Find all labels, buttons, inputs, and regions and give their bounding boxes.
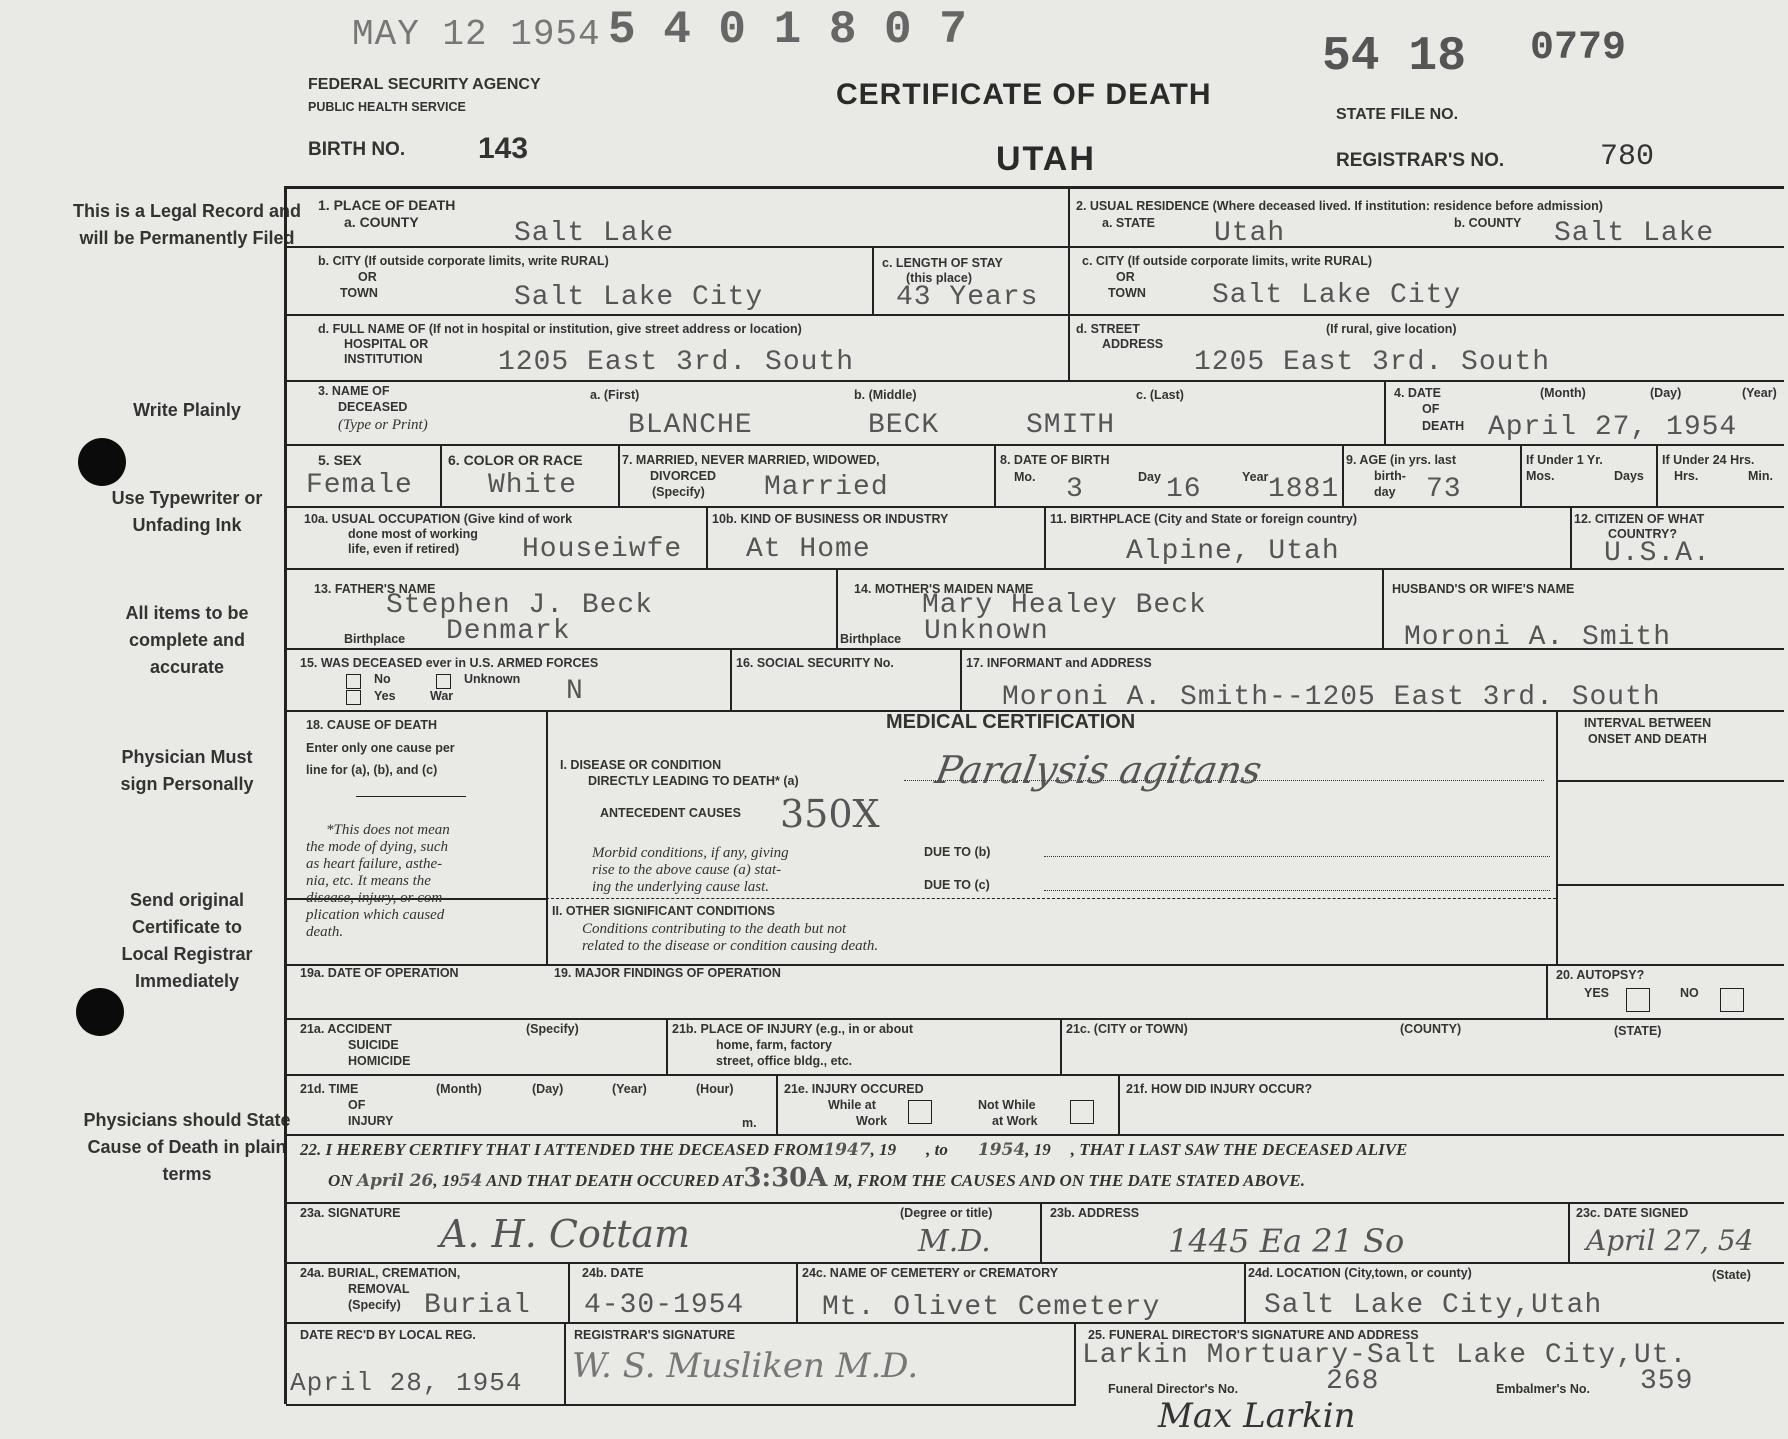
registrar-no: 780 <box>1600 140 1655 174</box>
registrar-signature[interactable]: W. S. Musliken M.D. <box>572 1346 919 1386</box>
f21d-year: (Year) <box>612 1082 647 1096</box>
medical-certification-title: MEDICAL CERTIFICATION <box>886 711 1136 733</box>
f21a-suicide: SUICIDE <box>348 1038 399 1052</box>
f10a-sub1: done most of working <box>348 527 478 541</box>
spouse-name[interactable]: Moroni A. Smith <box>1404 622 1672 653</box>
note-5: disease, injury, or com- <box>306 890 448 906</box>
f2d-rural: (If rural, give location) <box>1326 322 1457 336</box>
f21a-homicide: HOMICIDE <box>348 1054 411 1068</box>
f3-label: 3. NAME OF <box>318 384 390 398</box>
f9-label: 9. AGE (in yrs. last <box>1346 453 1456 467</box>
f4-label: 4. DATE <box>1394 386 1441 400</box>
informant[interactable]: Moroni A. Smith--1205 East 3rd. South <box>1002 682 1661 713</box>
f21d-month: (Month) <box>436 1082 482 1096</box>
physician-signature[interactable]: A. H. Cottam <box>440 1212 691 1256</box>
date-received-label: DATE REC'D BY LOCAL REG. <box>300 1328 476 1342</box>
birth-no-label: BIRTH NO. <box>308 139 406 160</box>
f21b-label: 21b. PLACE OF INJURY (e.g., in or about <box>672 1022 913 1036</box>
armed-unknown-checkbox[interactable] <box>436 674 451 689</box>
f21c-county: (COUNTY) <box>1400 1022 1462 1036</box>
certify-death-text: AND THAT DEATH OCCURED AT <box>482 1171 744 1190</box>
sidebar-write-plainly: Write Plainly <box>133 400 241 420</box>
f5-label: 5. SEX <box>318 452 362 468</box>
f18-label: 18. CAUSE OF DEATH <box>306 718 438 732</box>
f8-day: Day <box>1138 470 1161 484</box>
due-to-b-label: DUE TO (b) <box>924 845 991 859</box>
autopsy-no-label: NO <box>1680 986 1699 1000</box>
f18-line: line for (a), (b), and (c) <box>306 763 438 777</box>
punch-hole-top <box>78 438 126 486</box>
date-signed[interactable]: April 27, 54 <box>1586 1224 1754 1257</box>
f21c-state: (STATE) <box>1614 1024 1662 1038</box>
burial-location[interactable]: Salt Lake City,Utah <box>1264 1290 1603 1321</box>
certify-on-text: ON <box>328 1171 353 1190</box>
f1d-institution: INSTITUTION <box>344 352 423 366</box>
f1c-sub: (this place) <box>906 271 972 285</box>
f1d-label: d. FULL NAME OF (If not in hospital or institution, give street address or location) <box>318 322 802 336</box>
armed-war-label: War <box>430 689 454 703</box>
institution-address[interactable]: 1205 East 3rd. South <box>498 347 855 378</box>
f2d-label: d. STREET <box>1076 322 1140 336</box>
fd-no[interactable]: 268 <box>1326 1366 1380 1397</box>
armed-no-label: No <box>374 672 391 686</box>
sidebar-physician-sign: Physician Must sign Personally <box>120 747 254 794</box>
sidebar-send-original: Send original Certificate to Local Registrar Immediately <box>121 890 253 991</box>
interval-label-2: ONSET AND DEATH <box>1588 732 1707 746</box>
sidebar-legal-record: This is a Legal Record and will be Permanently Filed <box>72 201 302 248</box>
f24b-label: 24b. DATE <box>582 1266 644 1280</box>
f8-mo: Mo. <box>1014 470 1036 484</box>
certify-line-1 <box>300 1142 1407 1158</box>
state-file-number: 54 18 <box>1322 30 1467 84</box>
other-conditions-2: related to the disease or condition causing death. <box>582 938 879 954</box>
state-file-label: STATE FILE NO. <box>1336 106 1459 123</box>
f24a-label: 24a. BURIAL, CREMATION, <box>300 1266 461 1280</box>
f2a-label: a. STATE <box>1102 216 1156 230</box>
f21e-label: 21e. INJURY OCCURED <box>784 1082 924 1096</box>
service: PUBLIC HEALTH SERVICE <box>308 100 466 114</box>
note-6: plication which caused <box>306 907 445 923</box>
certify-on-year[interactable]: 54 <box>458 1171 483 1191</box>
f23b-label: 23b. ADDRESS <box>1050 1206 1140 1220</box>
f10a-label: 10a. USUAL OCCUPATION (Give kind of work <box>304 512 573 526</box>
f2d-address: ADDRESS <box>1102 337 1164 351</box>
f24a-specify: (Specify) <box>348 1298 401 1312</box>
f14-label: 14. MOTHER'S MAIDEN NAME <box>854 582 1034 596</box>
other-conditions-label: II. OTHER SIGNIFICANT CONDITIONS <box>552 904 775 918</box>
autopsy-no-checkbox[interactable] <box>1720 988 1744 1012</box>
residence-state[interactable]: Utah <box>1214 218 1286 249</box>
length-of-stay[interactable]: 43 Years <box>896 282 1039 313</box>
armed-unknown-label: Unknown <box>464 672 521 686</box>
armed-no-checkbox[interactable] <box>346 674 361 689</box>
note-7: death. <box>306 924 344 940</box>
f14-birthplace-label: Birthplace <box>840 632 902 646</box>
stamp-number: 5 4 0 1 8 0 7 <box>608 4 967 56</box>
f3-deceased: DECEASED <box>338 400 408 414</box>
classification-code: 350X <box>780 792 880 836</box>
f4-month: (Month) <box>1540 386 1586 400</box>
cemetery[interactable]: Mt. Olivet Cemetery <box>822 1292 1161 1323</box>
f1b-or: OR <box>358 270 377 284</box>
degree-label: (Degree or title) <box>900 1206 993 1220</box>
f7-label: 7. MARRIED, NEVER MARRIED, WIDOWED, <box>622 453 880 467</box>
physician-degree[interactable]: M.D. <box>918 1224 991 1259</box>
f25-label: 25. FUNERAL DIRECTOR'S SIGNATURE AND ADDRESS <box>1088 1328 1419 1342</box>
certify-on-date[interactable]: April 26 <box>356 1171 434 1191</box>
f18-enter: Enter only one cause per <box>306 741 455 755</box>
not-while-at-work-checkbox[interactable] <box>1070 1100 1094 1124</box>
residence-city[interactable]: Salt Lake City <box>1212 280 1462 311</box>
f10a-sub2: life, even if retired) <box>348 542 460 556</box>
autopsy-yes-label: YES <box>1584 986 1610 1000</box>
f19-label: 19. MAJOR FINDINGS OF OPERATION <box>554 966 781 980</box>
embalmer-no-label: Embalmer's No. <box>1496 1382 1590 1396</box>
f1b-town: TOWN <box>340 286 378 300</box>
f9-day: day <box>1374 485 1396 499</box>
f21e-while: While at <box>828 1098 876 1112</box>
mother-name[interactable]: Mary Healey Beck <box>922 590 1207 621</box>
f9-min: Min. <box>1748 469 1773 483</box>
f21d-of: OF <box>348 1098 366 1112</box>
residence-county[interactable]: Salt Lake <box>1554 218 1715 249</box>
mother-birthplace[interactable]: Unknown <box>924 616 1049 647</box>
sidebar-complete: All items to be complete and accurate <box>125 603 249 677</box>
f4-death: DEATH <box>1422 419 1465 433</box>
f4-of: OF <box>1422 402 1440 416</box>
note-3: as heart failure, asthe- <box>306 856 443 872</box>
certify-19a: , 19 <box>870 1140 897 1159</box>
marital-status[interactable]: Married <box>764 472 889 503</box>
f21d-day: (Day) <box>532 1082 564 1096</box>
while-at-work-checkbox[interactable] <box>908 1100 932 1124</box>
f7-specify: (Specify) <box>652 485 705 499</box>
birth-year[interactable]: 1881 <box>1268 474 1340 505</box>
morbid-1: Morbid conditions, if any, giving <box>592 845 789 861</box>
f24d-state: (State) <box>1712 1268 1751 1282</box>
f24d-label: 24d. LOCATION (City,town, or county) <box>1248 1266 1472 1280</box>
birth-day[interactable]: 16 <box>1166 474 1202 505</box>
f20-label: 20. AUTOPSY? <box>1556 968 1645 982</box>
morbid-3: ing the underlying cause last. <box>592 879 770 895</box>
f2c-or: OR <box>1116 270 1135 284</box>
state-file-number-2: 0779 <box>1530 26 1627 71</box>
f13-label: 13. FATHER'S NAME <box>314 582 436 596</box>
f9-days: Days <box>1614 469 1644 483</box>
first-name[interactable]: BLANCHE <box>628 410 753 441</box>
f21a-specify: (Specify) <box>526 1022 579 1036</box>
interval-label: INTERVAL BETWEEN <box>1584 716 1712 730</box>
note-1: *This does not mean <box>326 822 450 838</box>
f11-label: 11. BIRTHPLACE (City and State or foreign country) <box>1050 512 1357 526</box>
embalmer-no[interactable]: 359 <box>1640 1366 1694 1397</box>
f12-country: COUNTRY? <box>1608 527 1677 541</box>
birth-month[interactable]: 3 <box>1066 474 1084 505</box>
fd-no-label: Funeral Director's No. <box>1108 1382 1239 1396</box>
stamp-date: MAY 12 1954 <box>352 14 601 55</box>
death-county[interactable]: Salt Lake <box>514 218 675 249</box>
f12-label: 12. CITIZEN OF WHAT <box>1574 512 1705 526</box>
father-birthplace[interactable]: Denmark <box>446 616 571 647</box>
death-date[interactable]: April 27, 1954 <box>1488 412 1738 443</box>
occupation[interactable]: Houseiwfe <box>522 534 683 565</box>
age[interactable]: 73 <box>1426 474 1462 505</box>
certify-19b: , 19 <box>1025 1140 1051 1159</box>
f9-hrs: Hrs. <box>1674 469 1699 483</box>
f10b-label: 10b. KIND OF BUSINESS OR INDUSTRY <box>712 512 949 526</box>
note-2: the mode of dying, such <box>306 839 449 855</box>
certify-from-year[interactable]: 1947 <box>823 1140 871 1160</box>
armed-yes-checkbox[interactable] <box>346 690 361 705</box>
disease-label-2: DIRECTLY LEADING TO DEATH* (a) <box>588 774 799 788</box>
f21d-label: 21d. TIME <box>300 1082 359 1096</box>
certify-to-text: , to <box>926 1140 948 1159</box>
armed-yes-label: Yes <box>374 689 396 703</box>
f3-first-label: a. (First) <box>590 388 640 402</box>
f2b-label: b. COUNTY <box>1454 216 1522 230</box>
agency: FEDERAL SECURITY AGENCY <box>308 76 541 93</box>
certificate-title: CERTIFICATE OF DEATH <box>836 78 1212 111</box>
birthplace[interactable]: Alpine, Utah <box>1126 536 1340 567</box>
father-name[interactable]: Stephen J. Beck <box>386 590 654 621</box>
note-4: nia, etc. It means the <box>306 873 431 889</box>
last-name[interactable]: SMITH <box>1026 410 1116 441</box>
f21a-label: 21a. ACCIDENT <box>300 1022 392 1036</box>
f24c-label: 24c. NAME OF CEMETERY or CREMATORY <box>802 1266 1059 1280</box>
f2c-town: TOWN <box>1108 286 1146 300</box>
f8-year: Year <box>1242 470 1269 484</box>
spouse-label: HUSBAND'S OR WIFE'S NAME <box>1392 582 1575 596</box>
state-title: UTAH <box>996 140 1096 178</box>
f3-last-label: c. (Last) <box>1136 388 1184 402</box>
f9-under1: If Under 1 Yr. <box>1526 453 1603 467</box>
registrar-signature-label: REGISTRAR'S SIGNATURE <box>574 1328 736 1342</box>
armed-forces-value[interactable]: N <box>566 676 584 707</box>
f4-year: (Year) <box>1742 386 1777 400</box>
f23c-label: 23c. DATE SIGNED <box>1576 1206 1689 1220</box>
certify-from-text: 22. I HEREBY CERTIFY THAT I ATTENDED THE DECEASED FROM <box>300 1140 824 1159</box>
antecedent-label: ANTECEDENT CAUSES <box>600 806 741 820</box>
autopsy-yes-checkbox[interactable] <box>1626 988 1650 1012</box>
f21d-injury: INJURY <box>348 1114 394 1128</box>
f1a-label: a. COUNTY <box>344 214 419 230</box>
f1-label: 1. PLACE OF DEATH <box>318 197 456 213</box>
f21b-sub1: home, farm, factory <box>716 1038 833 1052</box>
f23a-label: 23a. SIGNATURE <box>300 1206 401 1220</box>
f16-label: 16. SOCIAL SECURITY No. <box>736 656 894 670</box>
f1d-hospital: HOSPITAL OR <box>344 337 429 351</box>
date-received[interactable]: April 28, 1954 <box>290 1368 523 1398</box>
due-to-c-label: DUE TO (c) <box>924 878 990 892</box>
f21b-sub2: street, office bldg., etc. <box>716 1054 853 1068</box>
certify-causes-text: M, FROM THE CAUSES AND ON THE DATE STATED ABOVE. <box>833 1171 1305 1190</box>
birth-no: 143 <box>478 132 529 165</box>
f7-divorced: DIVORCED <box>650 469 716 483</box>
f3-type: (Type or Print) <box>338 417 428 433</box>
physician-address[interactable]: 1445 Ea 21 So <box>1168 1222 1405 1260</box>
f2-label: 2. USUAL RESIDENCE (Where deceased lived. If institution: residence before admission) <box>1076 199 1603 213</box>
f24a-removal: REMOVAL <box>348 1282 410 1296</box>
f21f-label: 21f. HOW DID INJURY OCCUR? <box>1126 1082 1313 1096</box>
cause-a[interactable]: Paralysis agitans <box>932 748 1266 792</box>
f21e-notwhile: Not While <box>978 1098 1036 1112</box>
middle-name[interactable]: BECK <box>868 410 940 441</box>
f19a-label: 19a. DATE OF OPERATION <box>300 966 459 980</box>
f21e-work: Work <box>856 1114 888 1128</box>
registrar-label: REGISTRAR'S NO. <box>1336 150 1505 171</box>
f21d-hour: (Hour) <box>696 1082 734 1096</box>
death-city[interactable]: Salt Lake City <box>514 282 764 313</box>
funeral-director[interactable]: Larkin Mortuary-Salt Lake City,Ut. <box>1082 1340 1688 1371</box>
burial[interactable]: Burial <box>424 1290 531 1321</box>
f3-middle-label: b. (Middle) <box>854 388 917 402</box>
f21d-m: m. <box>742 1116 757 1130</box>
f4-day: (Day) <box>1650 386 1682 400</box>
certify-to-year[interactable]: 1954 <box>977 1140 1026 1160</box>
f1c-label: c. LENGTH OF STAY <box>882 256 1003 270</box>
burial-date[interactable]: 4-30-1954 <box>584 1290 745 1321</box>
f17-label: 17. INFORMANT and ADDRESS <box>966 656 1152 670</box>
disease-label: I. DISEASE OR CONDITION <box>560 758 722 772</box>
certify-line-2 <box>328 1163 1305 1193</box>
certify-time[interactable]: 3:30A <box>743 1163 828 1193</box>
f9-under24: If Under 24 Hrs. <box>1662 453 1755 467</box>
f9-birth: birth- <box>1374 469 1406 483</box>
morbid-2: rise to the above cause (a) stat- <box>592 862 782 878</box>
f1b-label: b. CITY (If outside corporate limits, write RURAL) <box>318 254 609 268</box>
funeral-director-signature[interactable]: Max Larkin <box>1158 1396 1356 1436</box>
citizenship[interactable]: U.S.A. <box>1604 538 1711 569</box>
other-conditions-1: Conditions contributing to the death but not <box>582 921 847 937</box>
certify-19c: , 19 <box>433 1171 459 1190</box>
f2c-label: c. CITY (If outside corporate limits, write RURAL) <box>1082 254 1373 268</box>
race[interactable]: White <box>488 470 578 501</box>
punch-hole-bottom <box>76 988 124 1036</box>
f21e-atwork: at Work <box>992 1114 1038 1128</box>
f13-birthplace-label: Birthplace <box>344 632 406 646</box>
sex[interactable]: Female <box>306 470 413 501</box>
f8-label: 8. DATE OF BIRTH <box>1000 453 1110 467</box>
residence-street[interactable]: 1205 East 3rd. South <box>1194 347 1551 378</box>
f6-label: 6. COLOR OR RACE <box>448 452 583 468</box>
business[interactable]: At Home <box>746 534 871 565</box>
f15-label: 15. WAS DECEASED ever in U.S. ARMED FORCES <box>300 656 599 670</box>
f9-mos: Mos. <box>1526 469 1555 483</box>
sidebar-plain-terms: Physicians should State Cause of Death in plain terms <box>83 1110 291 1184</box>
f21c-label: 21c. (CITY or TOWN) <box>1066 1022 1188 1036</box>
certify-alive-text: , THAT I LAST SAW THE DECEASED ALIVE <box>1070 1140 1408 1159</box>
sidebar-typewriter: Use Typewriter or Unfading Ink <box>111 488 263 535</box>
